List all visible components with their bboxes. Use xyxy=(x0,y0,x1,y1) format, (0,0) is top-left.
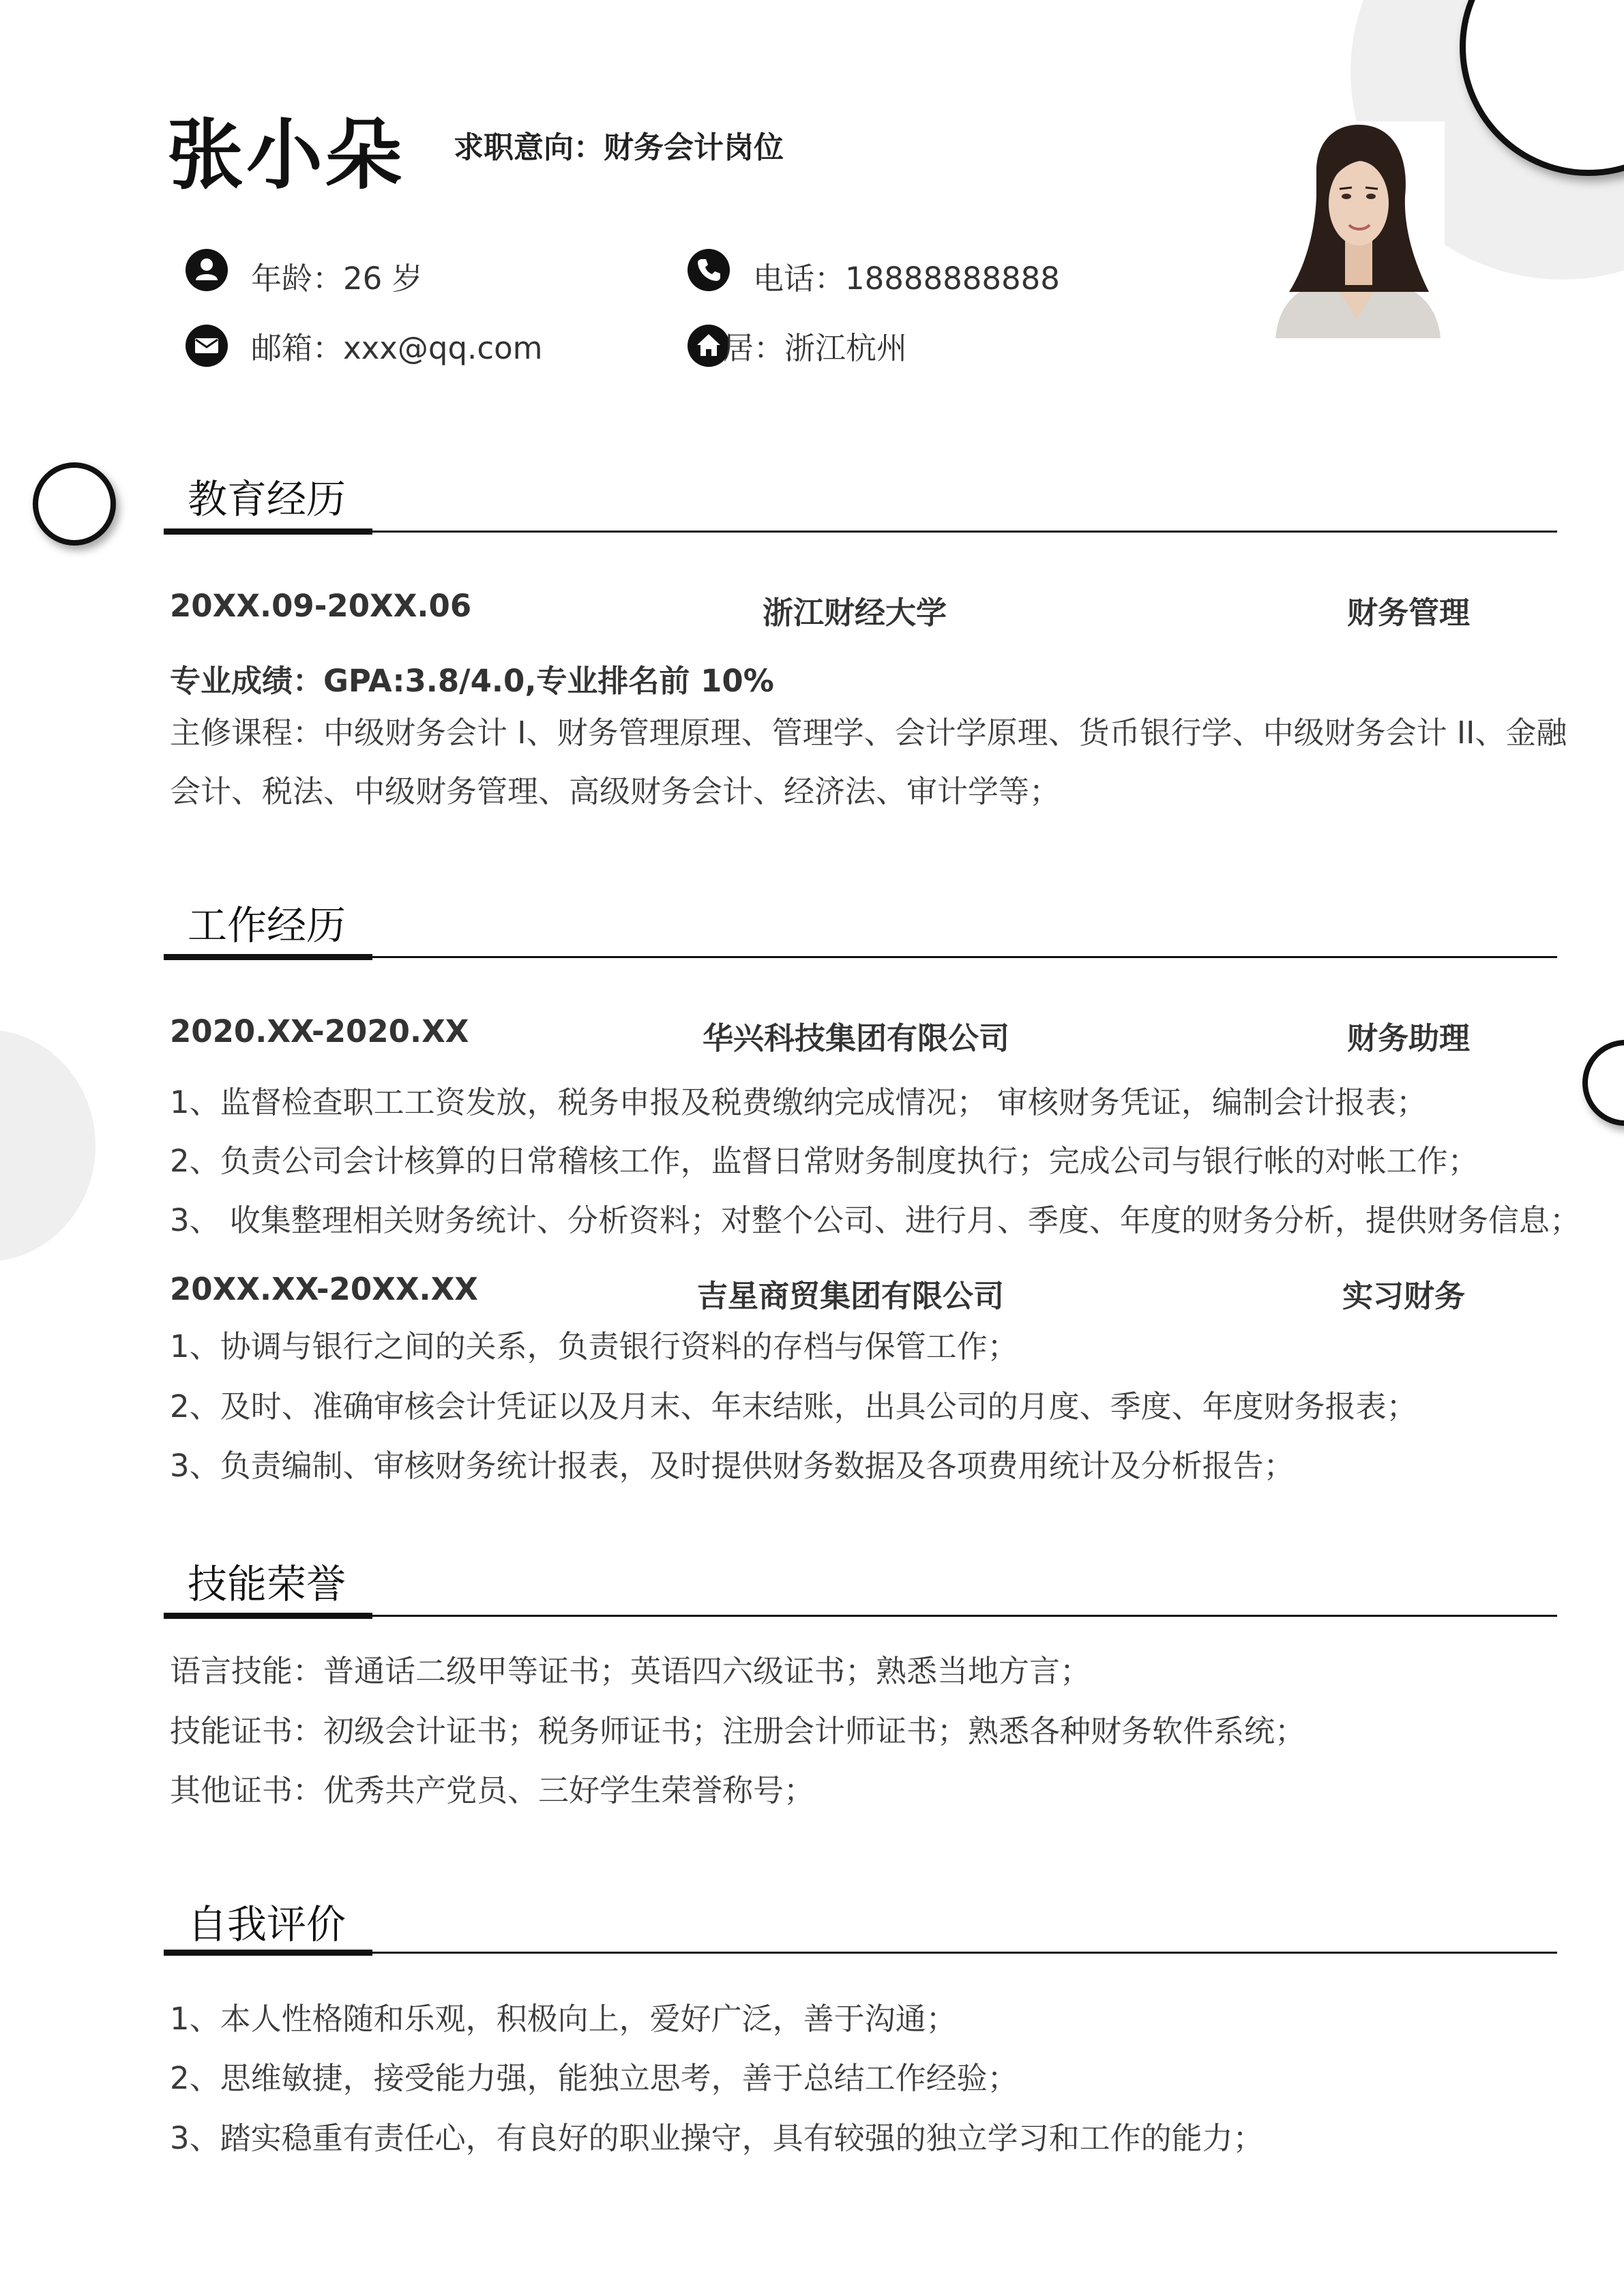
education-period: 20XX.09-20XX.06 xyxy=(170,588,472,624)
job-role: 财务助理 xyxy=(1347,1020,1471,1056)
section-underline-accent xyxy=(164,528,372,535)
job-period: 20XX.XX-20XX.XX xyxy=(170,1271,478,1307)
job-role: 实习财务 xyxy=(1342,1278,1466,1314)
job-company: 吉星商贸集团有限公司 xyxy=(697,1278,1005,1314)
section-underline-accent xyxy=(164,1950,372,1956)
job-intent xyxy=(454,123,784,166)
education-major: 财务管理 xyxy=(1347,595,1471,631)
section-divider xyxy=(164,1952,1557,1954)
education-courses-line1: 主修课程：中级财务会计 I、财务管理原理、管理学、会计学原理、货币银行学、中级财务会计 II、金融 xyxy=(170,715,1567,751)
education-courses-line2: 会计、税法、中级财务管理、高级财务会计、经济法、审计学等； xyxy=(170,773,1061,809)
section-title-self-eval: 自我评价 xyxy=(188,1901,346,1948)
job-duty: 1、协调与银行之间的关系，负责银行资料的存档与保管工作； xyxy=(170,1328,1018,1365)
residence-text: 居：浙江杭州 xyxy=(723,330,908,366)
section-divider xyxy=(164,1615,1557,1617)
phone-icon xyxy=(688,249,730,291)
job-duty: 2、及时、准确审核会计凭证以及月末、年末结账，出具公司的月度、季度、年度财务报表； xyxy=(170,1388,1417,1425)
skill-item: 其他证书：优秀共产党员、三好学生荣誉称号； xyxy=(170,1772,815,1808)
self-eval-item: 3、踏实稳重有责任心，有良好的职业操守，具有较强的独立学习和工作的能力； xyxy=(170,2120,1264,2156)
job-intent-value: 财务会计岗位 xyxy=(604,130,784,165)
skill-item: 语言技能：普通话二级甲等证书；英语四六级证书；熟悉当地方言； xyxy=(170,1653,1091,1689)
job-duty: 3、负责编制、审核财务统计报表，及时提供财务数据及各项费用统计及分析报告； xyxy=(170,1448,1295,1484)
phone-text: 电话：18888888888 xyxy=(753,260,1060,297)
education-score: 专业成绩：GPA:3.8/4.0,专业排名前 10% xyxy=(170,663,774,699)
profile-photo xyxy=(1269,121,1445,338)
candidate-name: 张小朵 xyxy=(167,111,404,200)
self-eval-item: 1、本人性格随和乐观，积极向上，爱好广泛，善于沟通； xyxy=(170,2001,957,2037)
section-divider xyxy=(164,956,1557,958)
job-duty: 2、负责公司会计核算的日常稽核工作，监督日常财务制度执行；完成公司与银行帐的对帐工作； xyxy=(170,1143,1479,1179)
age-text: 年龄：26 岁 xyxy=(251,260,423,297)
self-eval-item: 2、思维敏捷，接受能力强，能独立思考，善于总结工作经验； xyxy=(170,2060,1018,2096)
deco-left-ring xyxy=(33,462,116,546)
mail-icon xyxy=(186,325,228,367)
job-period: 2020.XX-2020.XX xyxy=(170,1013,469,1049)
deco-right-ring xyxy=(1582,1040,1624,1126)
education-school: 浙江财经大学 xyxy=(763,595,947,631)
section-title-work: 工作经历 xyxy=(188,902,346,949)
section-underline-accent xyxy=(164,1613,372,1619)
job-company: 华兴科技集团有限公司 xyxy=(703,1020,1010,1056)
job-intent-label: 求职意向： xyxy=(454,130,604,165)
section-title-education: 教育经历 xyxy=(188,476,346,522)
deco-left-gray-circle xyxy=(0,1030,95,1262)
job-duty: 3、 收集整理相关财务统计、分析资料；对整个公司、进行月、季度、年度的财务分析，提供财务信息； xyxy=(170,1202,1580,1238)
section-title-skills: 技能荣誉 xyxy=(188,1561,346,1607)
email-text: 邮箱：xxx@qq.com xyxy=(251,330,543,366)
section-divider xyxy=(164,531,1557,533)
section-underline-accent xyxy=(164,954,372,960)
user-icon xyxy=(186,249,228,291)
job-duty: 1、监督检查职工工资发放，税务申报及税费缴纳完成情况； 审核财务凭证，编制会计报表； xyxy=(170,1084,1427,1120)
skill-item: 技能证书：初级会计证书；税务师证书；注册会计师证书；熟悉各种财务软件系统； xyxy=(170,1713,1306,1749)
